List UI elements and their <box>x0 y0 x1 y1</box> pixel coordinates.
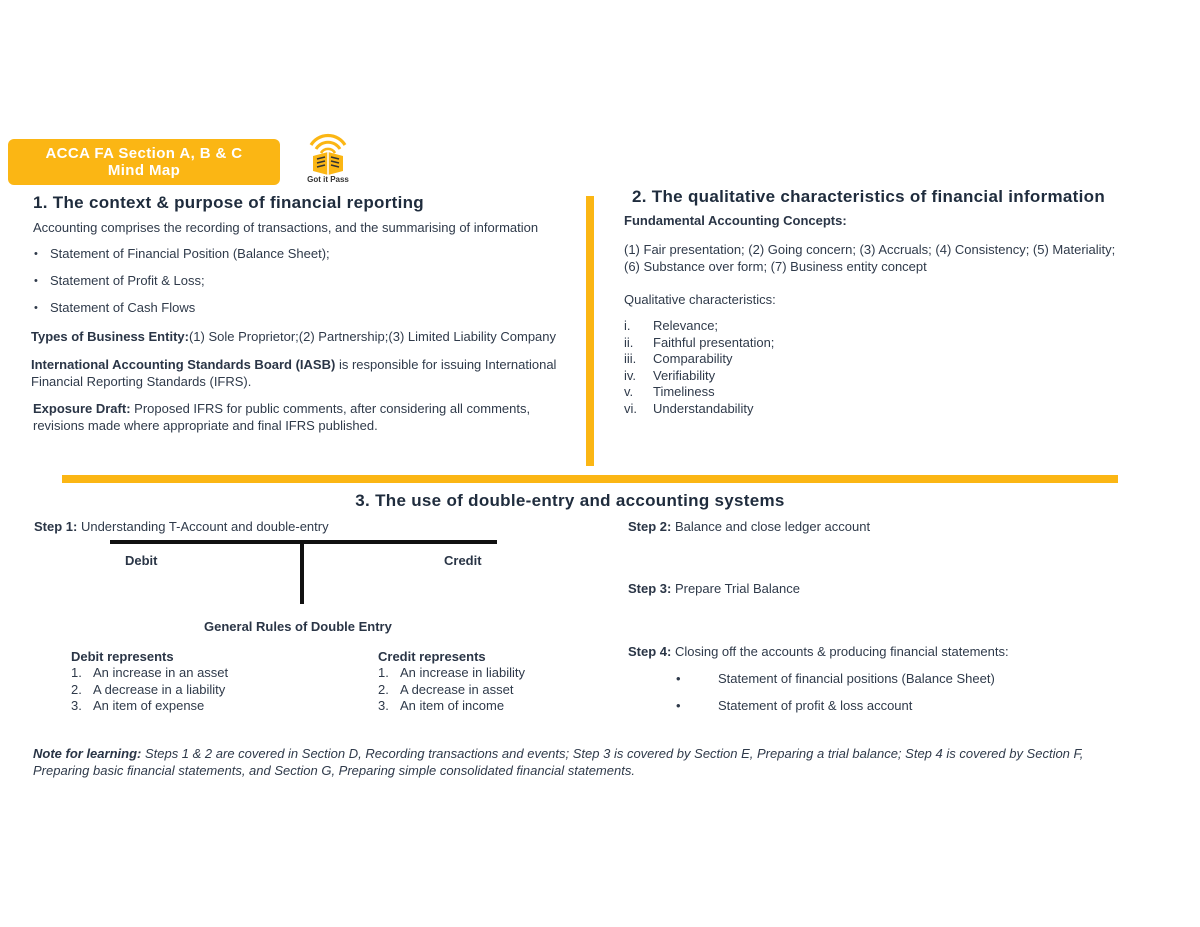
section-3-title: 3. The use of double-entry and accounting systems <box>355 491 785 510</box>
note-line-1 <box>33 746 1083 762</box>
exposure-draft-label: Exposure Draft: <box>33 401 131 416</box>
step-4-bullet-marker-2: • <box>676 698 681 713</box>
fundamental-concepts-line-2: (6) Substance over form; (7) Business entity concept <box>624 259 927 274</box>
section-1-intro: Accounting comprises the recording of transactions, and the summarising of information <box>33 220 539 235</box>
step-4-bullet-marker-1: • <box>676 671 681 686</box>
badge-line-2: Mind Map <box>107 162 181 179</box>
list-item: 2. A decrease in asset <box>378 681 514 697</box>
iasb-line-1 <box>31 357 556 373</box>
list-item: 2. A decrease in a liability <box>71 681 226 697</box>
section-1-title: 1. The context & purpose of financial reporting <box>33 193 424 212</box>
step-1-text: Understanding T-Account and double-entry <box>77 519 329 534</box>
badge-line-1: ACCA FA Section A, B & C <box>45 145 243 162</box>
list-item: vi. Understandability <box>624 400 754 416</box>
note-line-2: Preparing basic financial statements, and Section G, Preparing simple consolidated financial statements. <box>33 763 635 778</box>
section-1-bullet-3: • Statement of Cash Flows <box>50 300 195 316</box>
horizontal-divider <box>62 475 1118 483</box>
exposure-draft-text: Proposed IFRS for public comments, after considering all comments, <box>130 401 531 416</box>
t-account-vertical-line <box>300 542 304 604</box>
credit-label: Credit <box>444 553 482 568</box>
step-1-label: Step 1: <box>34 519 78 534</box>
logo-text: Got it Pass <box>307 175 349 184</box>
list-item: 3. An item of income <box>378 698 505 713</box>
vertical-divider <box>586 196 594 466</box>
step-2-text: Balance and close ledger account <box>671 519 871 534</box>
step-2-label: Step 2: <box>628 519 672 534</box>
double-entry-rules-title: General Rules of Double Entry <box>204 619 392 634</box>
list-item: v. Timeliness <box>624 384 715 399</box>
credit-represents-label: Credit represents <box>378 649 486 664</box>
list-item: 3. An item of expense <box>71 698 205 713</box>
iasb-label: International Accounting Standards Board (IASB) <box>31 357 336 372</box>
debit-represents-label: Debit represents <box>71 649 174 664</box>
step-4-label: Step 4: <box>628 644 672 659</box>
note-label: Note for learning: <box>33 746 142 761</box>
fundamental-concepts-line-1: (1) Fair presentation; (2) Going concern; (3) Accruals; (4) Consistency; (5) Materiality; <box>624 242 1116 257</box>
step-3 <box>628 581 800 597</box>
exposure-draft-line-1 <box>33 401 530 417</box>
business-entity-label: Types of Business Entity: <box>31 329 189 344</box>
list-item: iv. Verifiability <box>624 367 716 383</box>
section-2-title: 2. The qualitative characteristics of financial information <box>632 187 1106 206</box>
list-item: 1. An increase in liability <box>378 665 526 680</box>
step-2 <box>628 519 870 535</box>
iasb-text: is responsible for issuing International <box>335 357 557 372</box>
iasb-line-2: Financial Reporting Standards (IFRS). <box>31 374 252 389</box>
list-item: iii. Comparability <box>624 351 733 366</box>
debit-label: Debit <box>125 553 158 568</box>
list-item: ii. Faithful presentation; <box>624 334 775 350</box>
business-entity-types <box>31 329 556 345</box>
step-3-label: Step 3: <box>628 581 672 596</box>
section-1-bullet-1: • Statement of Financial Position (Balance Sheet); <box>50 246 330 262</box>
step-4-text: Closing off the accounts & producing financial statements: <box>671 644 1009 659</box>
step-1 <box>34 519 329 535</box>
credit-represents-list <box>378 665 618 715</box>
business-entity-text: (1) Sole Proprietor;(2) Partnership;(3) Limited Liability Company <box>188 329 557 344</box>
fundamental-concepts-label: Fundamental Accounting Concepts: <box>624 213 847 228</box>
qualitative-characteristics-label: Qualitative characteristics: <box>624 292 776 307</box>
step-4-bullet-1: Statement of financial positions (Balance Sheet) <box>718 671 995 686</box>
debit-represents-list <box>71 665 311 715</box>
exposure-draft-line-2: revisions made where appropriate and final IFRS published. <box>33 418 378 433</box>
step-4 <box>628 644 1009 660</box>
title-badge <box>8 139 280 185</box>
list-item: i. Relevance; <box>624 318 719 333</box>
step-4-bullet-2: Statement of profit & loss account <box>718 698 913 713</box>
list-item: 1. An increase in an asset <box>71 665 229 680</box>
step-3-text: Prepare Trial Balance <box>671 581 800 596</box>
note-text: Steps 1 & 2 are covered in Section D, Recording transactions and events; Step 3 is covered by Section E, Preparing a trial balance; Step 4 is covered by Section F, <box>141 746 1084 761</box>
qualitative-characteristics-list <box>624 318 924 417</box>
section-1-bullet-2: • Statement of Profit & Loss; <box>50 273 205 289</box>
